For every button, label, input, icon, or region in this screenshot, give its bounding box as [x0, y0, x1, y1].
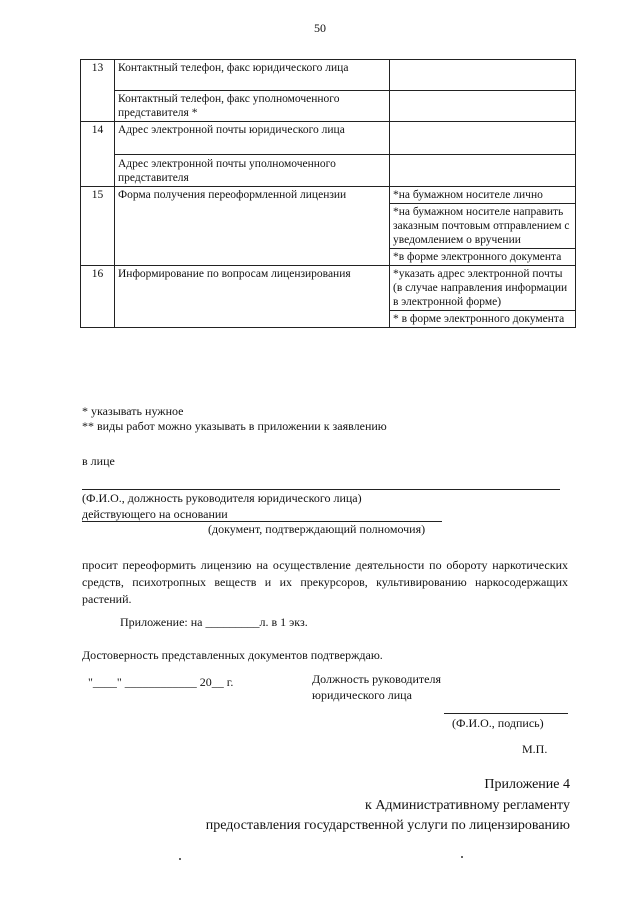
row-number-cont	[81, 155, 115, 187]
application-table	[80, 59, 576, 328]
row-value-cell	[390, 91, 576, 122]
option-item: *в форме электронного документа	[393, 251, 562, 263]
table-row	[81, 60, 576, 91]
row-number: 15	[81, 187, 115, 266]
row-label: Форма получения переоформленной лицензии	[115, 187, 390, 266]
appendix-title: Приложение 4	[484, 777, 570, 792]
page-number: 50	[314, 21, 326, 35]
row-number-cont	[81, 91, 115, 122]
table-row	[81, 91, 576, 122]
confirmation: Достоверность представленных документов подтверждаю.	[82, 648, 383, 662]
scan-mark	[179, 858, 181, 860]
options-cell	[390, 187, 576, 266]
signature-caption: (Ф.И.О., подпись)	[452, 716, 544, 730]
table-row	[81, 266, 576, 328]
row-value-cell	[390, 155, 576, 187]
request-text: просит переоформить лицензию на осуществление деятельности по обороту наркотических средств, психотропных веществ и их прекурсоров, культивированию наркосодержащих растений.	[82, 558, 568, 606]
row-number: 16	[81, 266, 115, 328]
row-label: Контактный телефон, факс уполномоченного представителя *	[115, 91, 390, 122]
footnote: * указывать нужное	[82, 404, 184, 418]
table-row	[81, 187, 576, 266]
row-value-cell	[390, 60, 576, 91]
stamp-label: М.П.	[522, 742, 548, 756]
option-item: *на бумажном носителе лично	[390, 187, 575, 204]
row-value-cell	[390, 122, 576, 155]
option-item: * в форме электронного документа	[393, 313, 565, 325]
doc-caption: (документ, подтверждающий полномочия)	[208, 522, 426, 536]
option-item: *на бумажном носителе направить заказным почтовым отправлением с уведомлением о вручении	[390, 204, 575, 249]
position-label: юридического лица	[312, 688, 412, 702]
table-row	[81, 155, 576, 187]
signature-line	[444, 713, 568, 714]
attachment-line: Приложение: на _________л. в 1 экз.	[120, 615, 308, 629]
row-label: Адрес электронной почты юридического лица	[115, 122, 390, 155]
scan-mark	[461, 856, 463, 858]
name-line	[82, 489, 560, 490]
date-line: "____" ____________ 20__ г.	[88, 675, 234, 689]
row-number: 13	[81, 60, 115, 91]
acting-label: действующего на основании	[82, 507, 228, 521]
options-cell	[390, 266, 576, 328]
position-label: Должность руководителя	[312, 672, 441, 686]
row-number: 14	[81, 122, 115, 155]
option-item: *указать адрес электронной почты (в случае направления информации в электронной форме)	[390, 266, 575, 311]
table-row	[81, 122, 576, 155]
appendix-subtitle: к Административному регламенту	[365, 798, 570, 813]
fio-caption: (Ф.И.О., должность руководителя юридического лица)	[82, 491, 362, 505]
footnote: ** виды работ можно указывать в приложении к заявлению	[82, 419, 387, 433]
row-label: Адрес электронной почты уполномоченного представителя	[115, 155, 390, 187]
row-label: Контактный телефон, факс юридического лица	[115, 60, 390, 91]
in-face-label: в лице	[82, 454, 115, 468]
appendix-subtitle: предоставления государственной услуги по лицензированию	[205, 818, 570, 833]
row-label: Информирование по вопросам лицензирования	[115, 266, 390, 328]
